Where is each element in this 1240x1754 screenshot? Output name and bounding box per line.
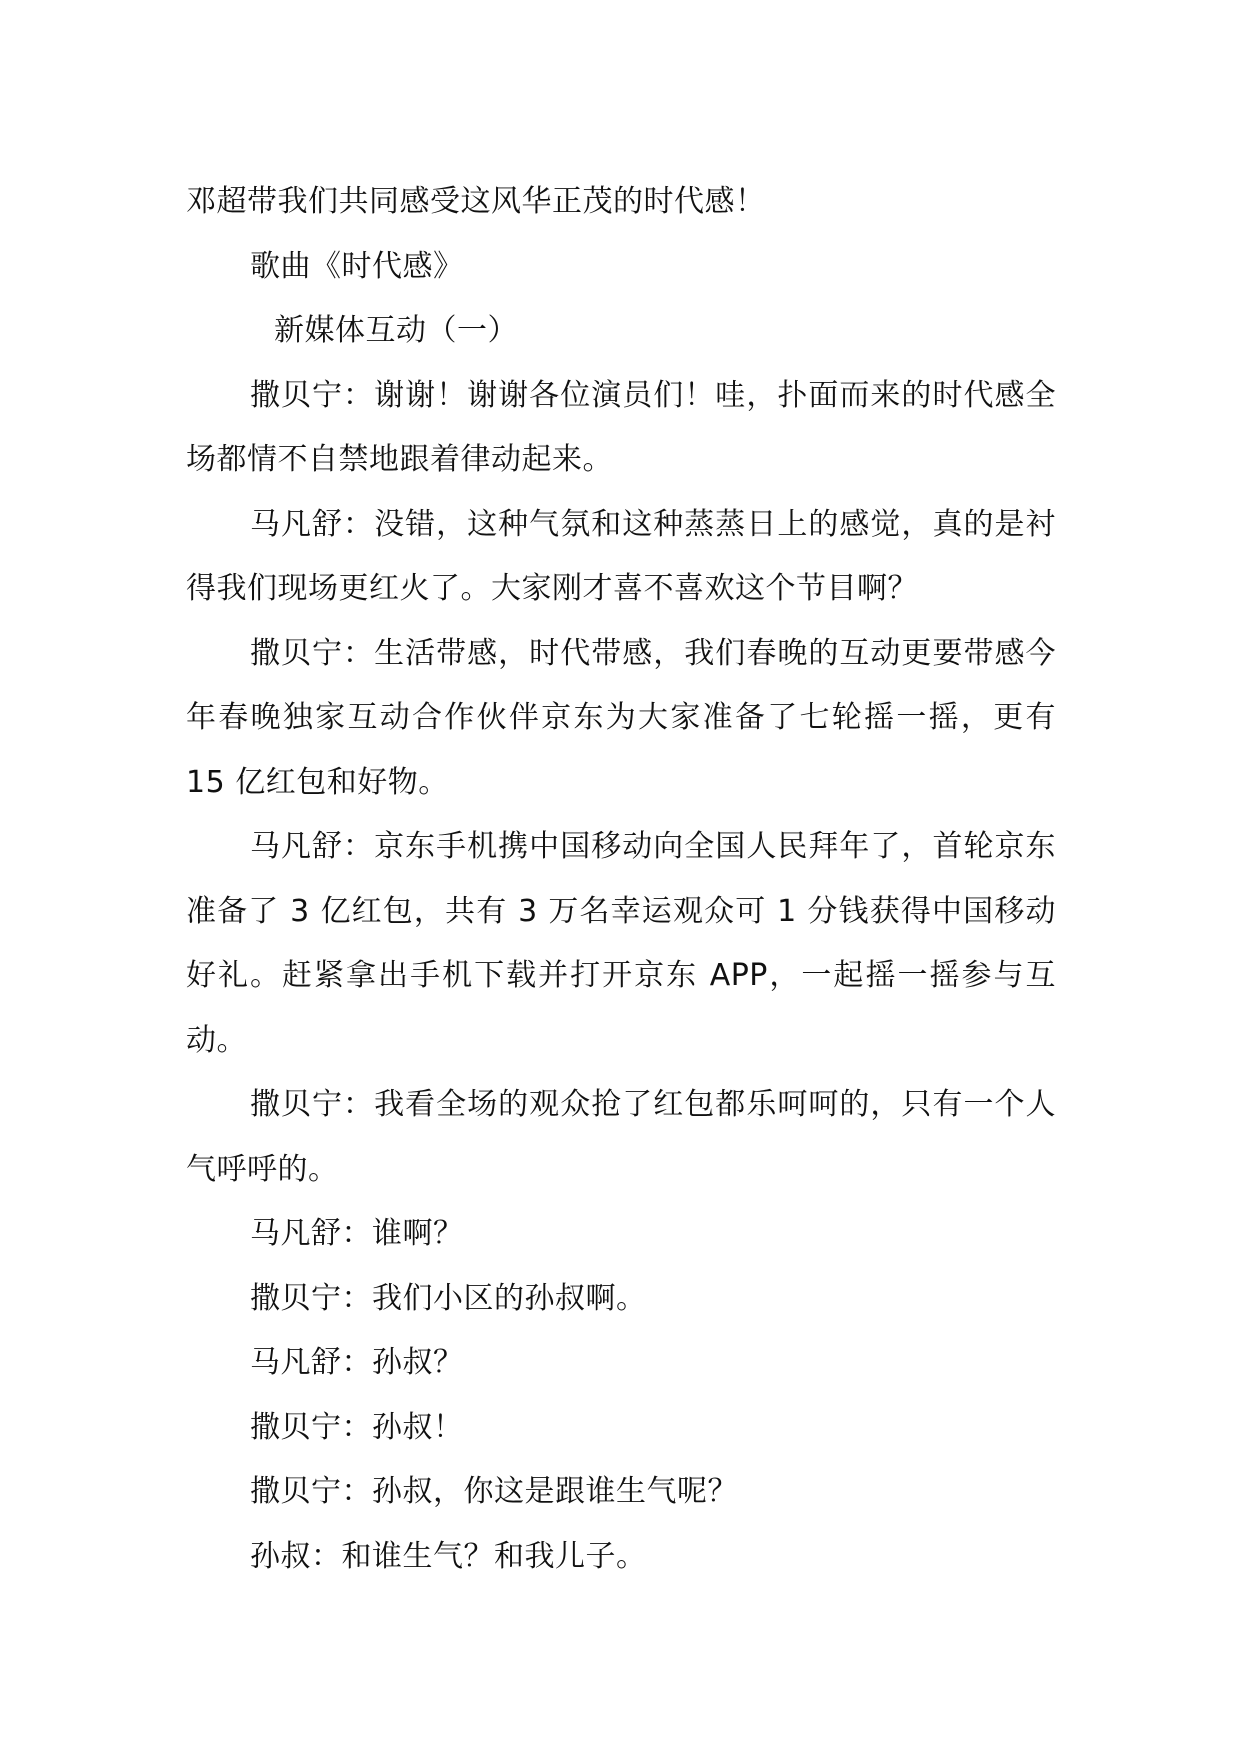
paragraph-dialogue: 马凡舒：京东手机携中国移动向全国人民拜年了，首轮京东准备了 3 亿红包，共有 3 万名幸运观众可 1 分钱获得中国移动好礼。赶紧拿出手机下载并打开京东 APP，一起摇一摇参与互动。 [186,829,1056,1058]
paragraph-dialogue: 孙叔：和谁生气？和我儿子。 [250,1538,647,1574]
paragraph-dialogue: 撒贝宁：生活带感，时代带感，我们春晚的互动更要带感今年春晚独家互动合作伙伴京东为大家准备了七轮摇一摇，更有 15 亿红包和好物。 [186,635,1056,800]
paragraph-section-heading: 新媒体互动（一） [274,313,518,348]
paragraph-song-title: 歌曲《时代感》 [250,248,464,284]
paragraph-dialogue: 撒贝宁：我们小区的孙叔啊。 [250,1280,647,1316]
paragraph-dialogue: 马凡舒：没错，这种气氛和这种蒸蒸日上的感觉，真的是衬得我们现场更红火了。大家刚才喜不喜欢这个节目啊？ [186,506,1056,606]
paragraph-dialogue: 撒贝宁：谢谢！谢谢各位演员们！哇，扑面而来的时代感全场都情不自禁地跟着律动起来。 [186,377,1056,477]
paragraph-dialogue: 马凡舒：孙叔？ [250,1345,464,1380]
paragraph-dialogue: 撒贝宁：我看全场的观众抢了红包都乐呵呵的，只有一个人气呼呼的。 [186,1087,1056,1187]
paragraph-dialogue: 马凡舒：谁啊？ [250,1216,464,1251]
paragraph-closing-line: 邓超带我们共同感受这风华正茂的时代感！ [186,184,766,219]
paragraph-dialogue: 撒贝宁：孙叔，你这是跟谁生气呢？ [250,1474,738,1509]
paragraph-dialogue: 撒贝宁：孙叔！ [250,1409,464,1445]
document-page [186,170,1056,1589]
